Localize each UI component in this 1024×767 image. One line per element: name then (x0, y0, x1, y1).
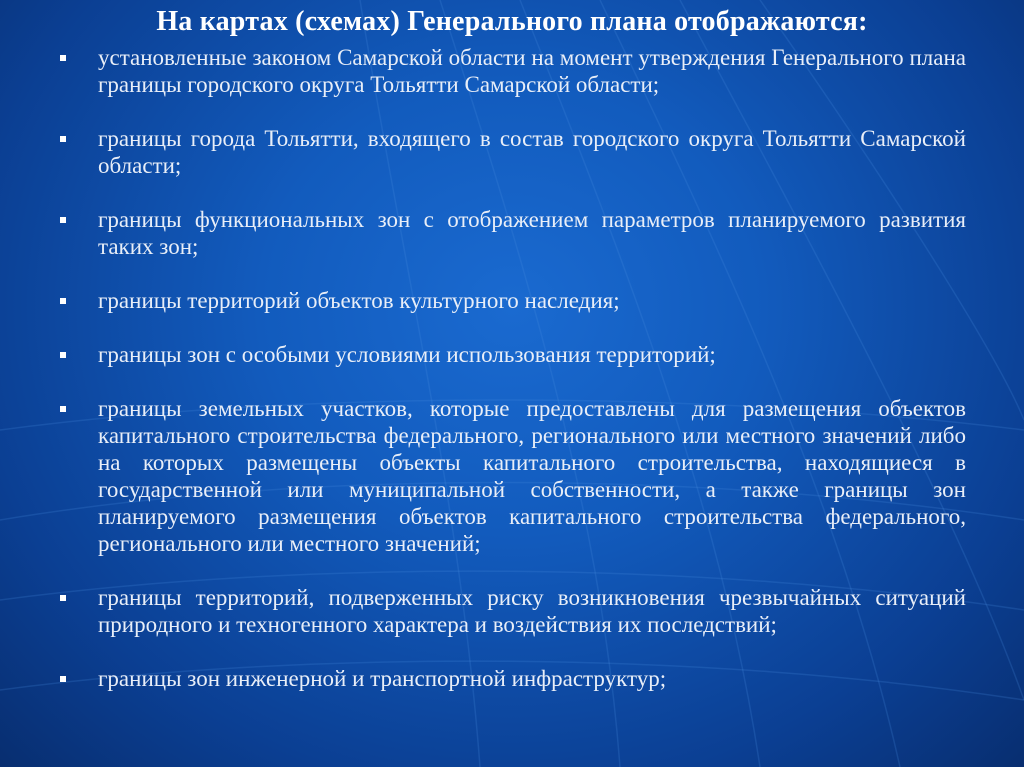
list-item-text: границы зон с особыми условиями использования территорий; (98, 342, 716, 367)
square-bullet-icon (60, 217, 66, 223)
list-item (58, 341, 966, 368)
list-item (58, 665, 966, 692)
list-item (58, 395, 966, 557)
square-bullet-icon (60, 676, 66, 682)
square-bullet-icon (60, 55, 66, 61)
list-item (58, 206, 966, 260)
square-bullet-icon (60, 298, 66, 304)
square-bullet-icon (60, 352, 66, 358)
list-item-text: установленные законом Самарской области на момент утверждения Генерального плана границы городского округа Тольятти Самарской области; (98, 45, 966, 97)
slide-title: На картах (схемах) Генерального плана отображаются: (156, 6, 868, 37)
square-bullet-icon (60, 595, 66, 601)
list-item-text: границы функциональных зон с отображением параметров планируемого развития таких зон; (98, 207, 966, 259)
square-bullet-icon (60, 136, 66, 142)
list-item-text: границы территорий, подверженных риску возникновения чрезвычайных ситуаций природного и техногенного характера и воздействия их последствий; (98, 585, 966, 637)
list-item-text: границы города Тольятти, входящего в состав городского округа Тольятти Самарской области; (98, 126, 966, 178)
list-item-text: границы зон инженерной и транспортной инфраструктур; (98, 666, 667, 691)
list-item (58, 125, 966, 179)
square-bullet-icon (60, 406, 66, 412)
list-item (58, 44, 966, 98)
list-item (58, 584, 966, 638)
bullet-list (58, 44, 966, 719)
list-item-text: границы земельных участков, которые предоставлены для размещения объектов капитального строительства федерального, регионального или местного значений либо на которых размещены объекты капитального строительства, находящиеся в государственной или муниципальной собственности, а также границы зон планируемого размещения объектов капитального строительства федерального, регионального или местного значений; (98, 396, 966, 556)
list-item (58, 287, 966, 314)
list-item-text: границы территорий объектов культурного наследия; (98, 288, 620, 313)
